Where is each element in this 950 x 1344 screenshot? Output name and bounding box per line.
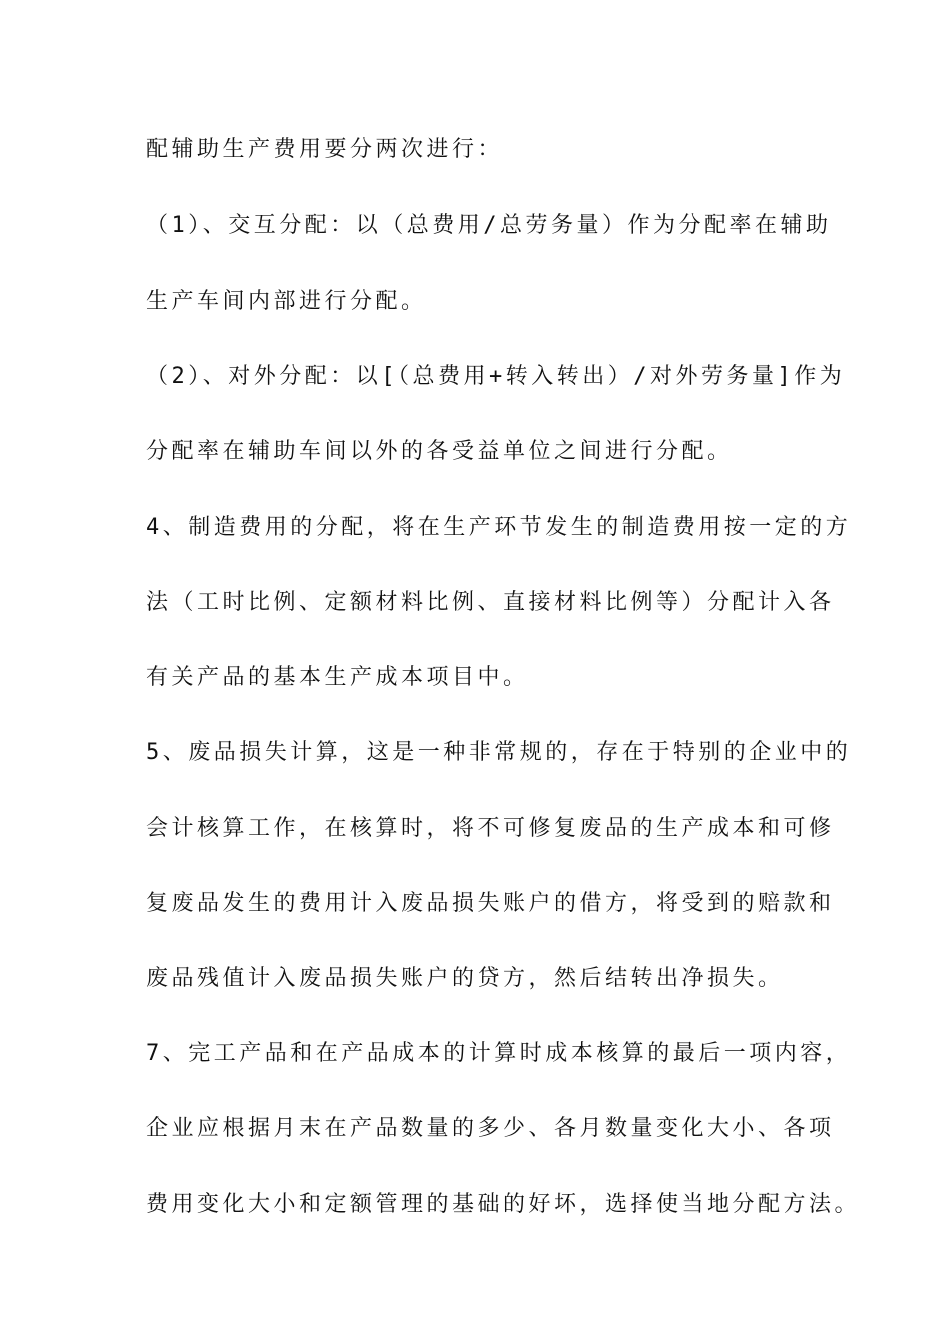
text-line-13: 7、完工产品和在产品成本的计算时成本核算的最后一项内容， — [146, 1041, 852, 1066]
text-line-14: 企业应根据月末在产品数量的多少、各月数量变化大小、各项 — [146, 1116, 835, 1141]
text-line-7: 法（工时比例、定额材料比例、直接材料比例等）分配计入各 — [146, 590, 835, 615]
text-line-4: （2）、对外分配：以[（总费用+转入转出）/对外劳务量]作为 — [146, 364, 846, 389]
text-line-15: 费用变化大小和定额管理的基础的好坏，选择使当地分配方法。 — [146, 1192, 861, 1217]
text-line-6: 4、制造费用的分配，将在生产环节发生的制造费用按一定的方 — [146, 515, 852, 540]
text-line-2: （1）、交互分配：以（总费用/总劳务量）作为分配率在辅助 — [146, 213, 832, 238]
text-line-8: 有关产品的基本生产成本项目中。 — [146, 665, 529, 690]
text-line-11: 复废品发生的费用计入废品损失账户的借方，将受到的赔款和 — [146, 891, 835, 916]
text-line-1: 配辅助生产费用要分两次进行： — [146, 137, 504, 162]
text-line-10: 会计核算工作，在核算时，将不可修复废品的生产成本和可修 — [146, 816, 835, 841]
text-line-5: 分配率在辅助车间以外的各受益单位之间进行分配。 — [146, 439, 733, 464]
text-line-3: 生产车间内部进行分配。 — [146, 289, 427, 314]
text-line-9: 5、废品损失计算，这是一种非常规的，存在于特别的企业中的 — [146, 740, 852, 765]
text-line-12: 废品残值计入废品损失账户的贷方，然后结转出净损失。 — [146, 966, 784, 991]
